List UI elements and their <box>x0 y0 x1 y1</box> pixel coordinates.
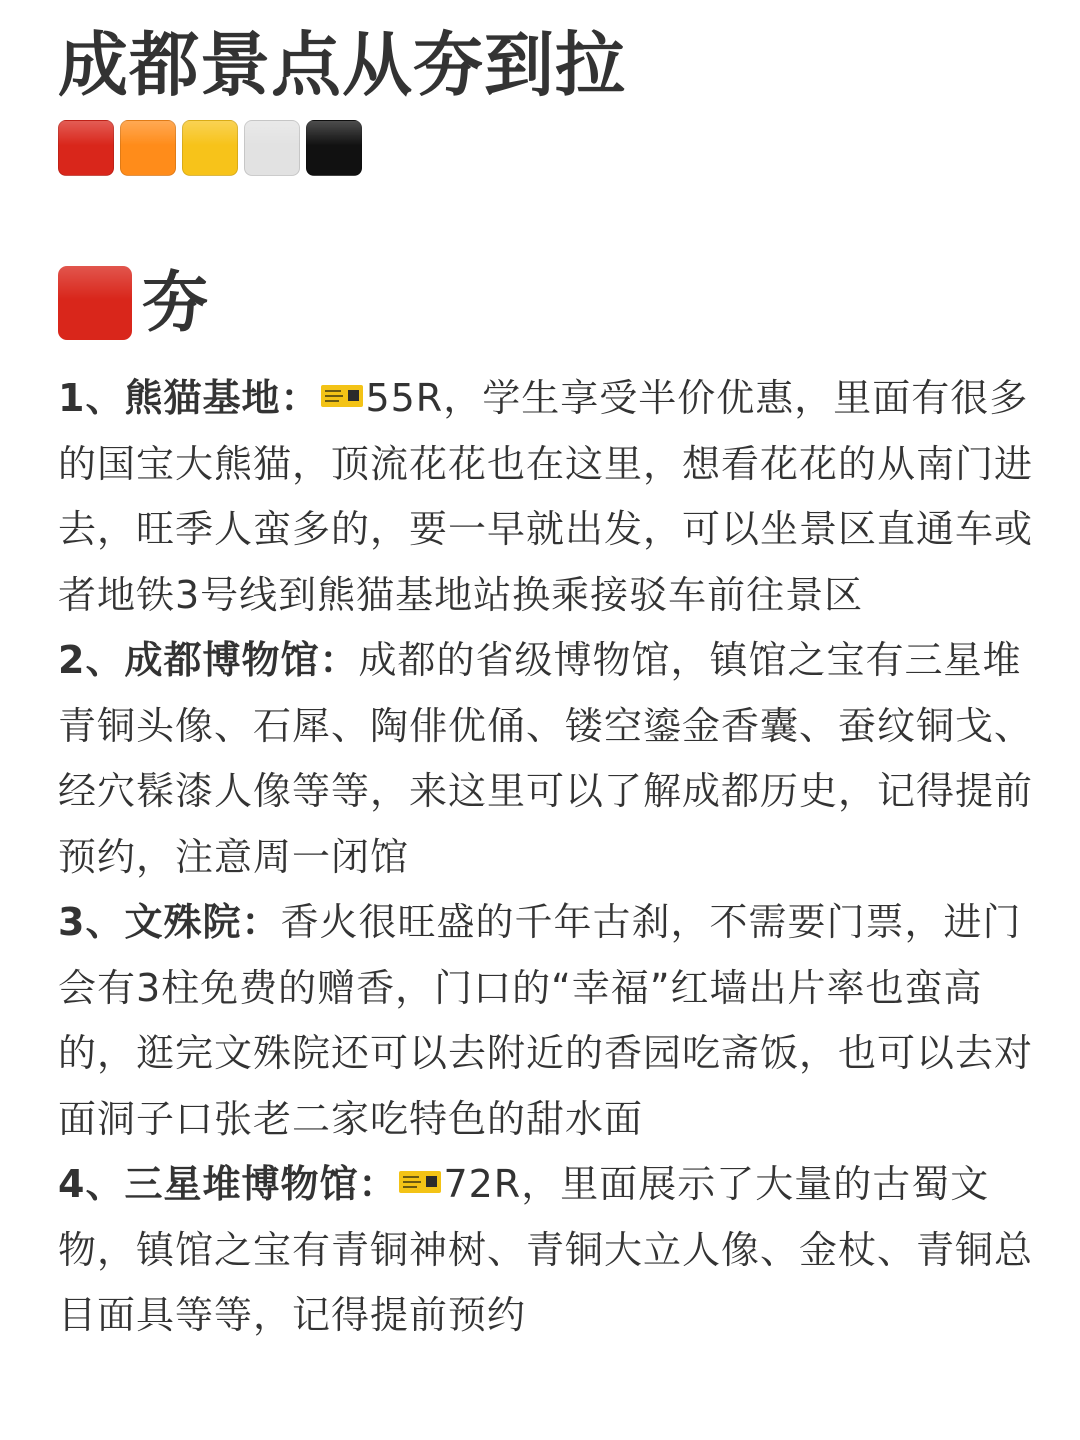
ticket-icon <box>321 385 363 407</box>
orange-square-icon <box>120 120 176 176</box>
item-heading: 4、三星堆博物馆： <box>58 1162 398 1206</box>
list-item <box>58 1152 1033 1349</box>
page-title: 成都景点从夯到拉 <box>58 24 626 106</box>
section-heading <box>58 262 208 344</box>
item-body: 55R，学生享受半价优惠，里面有很多的国宝大熊猫，顶流花花也在这里，想看花花的从南门进去，旺季人蛮多的，要一早就出发，可以坐景区直通车或者地铁3号线到熊猫基地站换乘接驳车前往景区 <box>58 376 1034 617</box>
list-item <box>58 366 1033 628</box>
ticket-icon <box>399 1171 441 1193</box>
item-body: 香火很旺盛的千年古刹，不需要门票，进门会有3柱免费的赠香，门口的“幸福”红墙出片率也蛮高的，逛完文殊院还可以去附近的香园吃斋饭，也可以去对面洞子口张老二家吃特色的甜水面 <box>58 900 1034 1141</box>
white-square-icon <box>244 120 300 176</box>
yellow-square-icon <box>182 120 238 176</box>
list-item <box>58 628 1033 890</box>
list-item <box>58 890 1033 1152</box>
item-heading: 3、文殊院： <box>58 900 281 944</box>
red-square-icon <box>58 266 132 340</box>
item-heading: 2、成都博物馆： <box>58 638 359 682</box>
item-heading: 1、熊猫基地： <box>58 376 320 420</box>
attraction-list <box>58 366 1033 1349</box>
item-body: 成都的省级博物馆，镇馆之宝有三星堆青铜头像、石犀、陶俳优俑、镂空鎏金香囊、蚕纹铜戈、经穴髹漆人像等等，来这里可以了解成都历史，记得提前预约，注意周一闭馆 <box>58 638 1034 879</box>
section-label: 夯 <box>142 264 208 341</box>
rating-color-legend <box>58 120 362 176</box>
red-square-icon <box>58 120 114 176</box>
black-square-icon <box>306 120 362 176</box>
item-body: 72R，里面展示了大量的古蜀文物，镇馆之宝有青铜神树、青铜大立人像、金杖、青铜总目面具等等，记得提前预约 <box>58 1162 1034 1337</box>
